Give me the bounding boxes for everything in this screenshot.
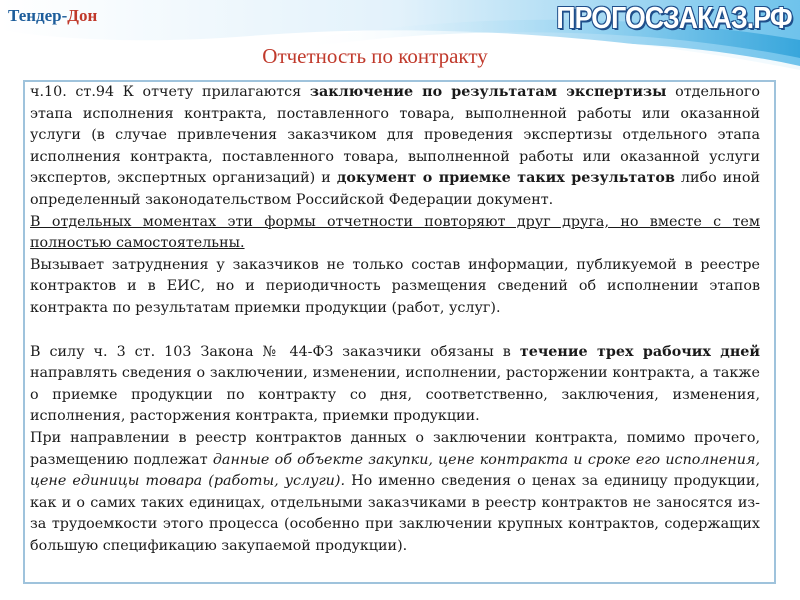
site-logo: ПРОГОСЗАКАЗ.РФ	[556, 0, 792, 35]
p1-text-2: отдельного этапа исполнения контракта, поставленного товара, выполненной работы или оказанной услуги (в случае привлечения заказчиком для проведения экспертизы отдельного этапа исполнения контракта, поставленного товара, выполненной работы или оказанной услуги экспертов, экспертных организаций) и	[30, 84, 761, 187]
brand-name-part2: Дон	[67, 6, 98, 25]
paragraph-3: Вызывает затруднения у заказчиков не только состав информации, публикуемой в реестре контрактов и в ЕИС, но и периодичность размещения сведений об исполнении этапов контракта по результатам приемки продукции (работ, услуг).	[30, 256, 760, 316]
p4-text-2: направлять сведения о заключении, изменении, исполнении, расторжении контракта, а также о приемке продукции по контракту со дня, соответственно, заключения, изменения, исполнения, расторжения контракта, приемки продукции.	[30, 365, 760, 425]
p5-text-1: При направлении в реестр контрактов данных о заключении контракта, помимо прочего, размещению подлежат	[30, 429, 760, 468]
brand-name-part1: Тендер-	[8, 6, 68, 25]
p1-bold-1: заключение по результатам экспертизы	[309, 84, 667, 100]
content-body	[30, 82, 760, 557]
brand-name	[8, 6, 97, 26]
paragraph-1	[30, 82, 760, 212]
p5-text-2: Но именно сведения о ценах за единицу продукции, как и о самих таких единицах, отдельными заказчиками в реестр контрактов не заносятся из-за трудоемкости этого процесса (особенно при заключении крупных контрактов, содержащих большую спецификацию закупаемой продукции).	[30, 473, 760, 554]
paragraph-5	[30, 428, 760, 558]
paragraph-4	[30, 342, 760, 428]
p1-bold-2: документ о приемке таких результатов	[336, 170, 675, 187]
p4-bold-1: течение трех рабочих дней	[519, 343, 760, 360]
page-title: Отчетность по контракту	[262, 44, 488, 68]
p5-italic-1: данные об объекте закупки, цене контракта и сроке его исполнения, цене единицы товара (работы, услуги).	[30, 451, 761, 490]
p4-text-1: В силу ч. 3 ст. 103 Закона № 44-ФЗ заказчики обязаны в	[30, 343, 520, 360]
paragraph-spacer	[30, 320, 760, 342]
p1-text-3: либо иной определенный законодательством Российской Федерации документ.	[30, 170, 760, 208]
p1-text-1: ч.10. ст.94 К отчету прилагаются	[30, 84, 310, 100]
paragraph-2: В отдельных моментах эти формы отчетности повторяют друг друга, но вместе с тем полностью самостоятельны.	[30, 213, 760, 252]
